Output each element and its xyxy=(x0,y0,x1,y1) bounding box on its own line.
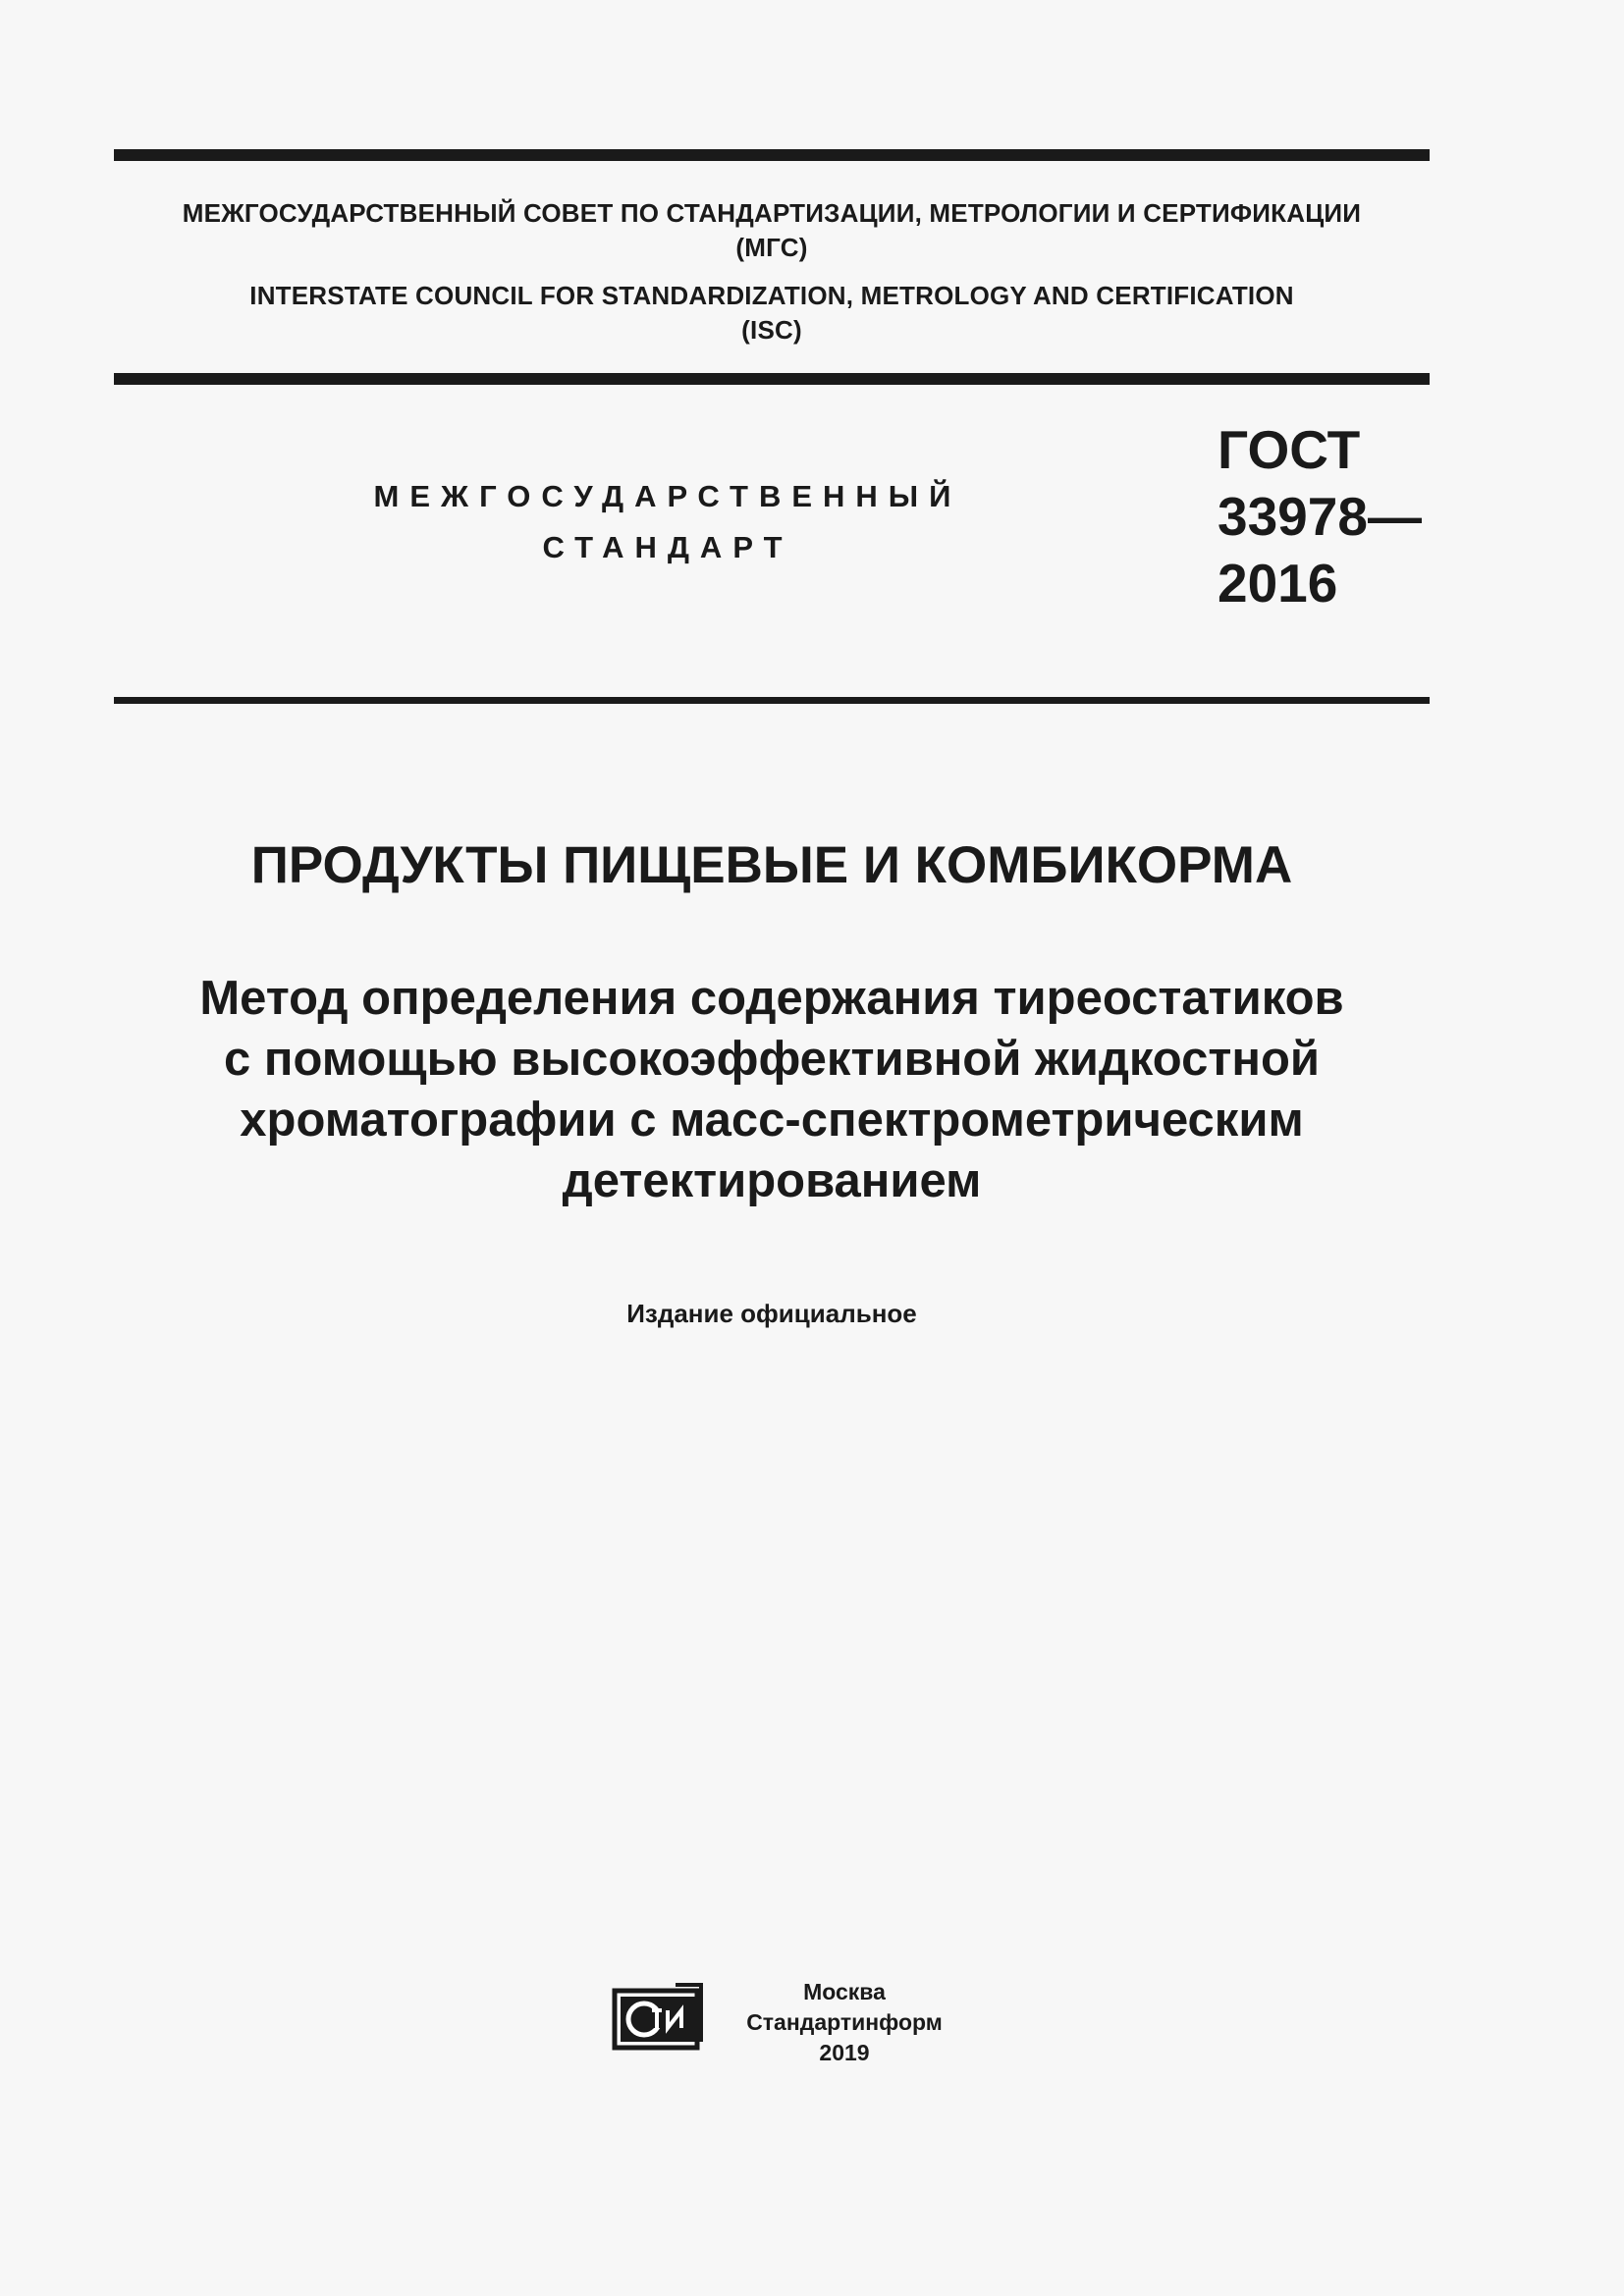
subtitle-line: хроматографии с масс-спектрометрическим xyxy=(240,1094,1304,1147)
standard-type-line-2: СТАНДАРТ xyxy=(542,530,793,564)
document-subtitle xyxy=(114,968,1430,1211)
standard-type xyxy=(295,471,1041,573)
middle-rule xyxy=(114,373,1430,385)
publisher-name: Стандартинформ xyxy=(746,2009,943,2035)
subtitle-line: детектированием xyxy=(562,1154,982,1207)
council-name-ru: МЕЖГОСУДАРСТВЕННЫЙ СОВЕТ ПО СТАНДАРТИЗАЦИИ, МЕТРОЛОГИИ И СЕРТИФИКАЦИИ xyxy=(182,198,1362,228)
subtitle-line: с помощью высокоэффективной жидкостной xyxy=(224,1033,1320,1086)
designation-prefix: ГОСТ xyxy=(1218,419,1361,480)
council-abbr-ru: (МГС) xyxy=(735,233,808,262)
publisher-year: 2019 xyxy=(819,2040,870,2065)
standard-designation xyxy=(1218,416,1422,616)
council-abbr-en: (ISC) xyxy=(741,315,802,345)
publisher-block xyxy=(727,1977,962,2068)
council-name-en: INTERSTATE COUNCIL FOR STANDARDIZATION, METROLOGY AND CERTIFICATION xyxy=(249,281,1294,310)
council-header xyxy=(114,196,1430,347)
standard-type-line-1: МЕЖГОСУДАРСТВЕННЫЙ xyxy=(373,479,962,513)
standartinform-logo-icon xyxy=(611,1981,705,2052)
lower-rule xyxy=(114,697,1430,704)
edition-label: Издание официальное xyxy=(626,1299,917,1328)
document-title: ПРОДУКТЫ ПИЩЕВЫЕ И КОМБИКОРМА xyxy=(250,836,1293,894)
top-rule xyxy=(114,149,1430,161)
designation-number: 33978— xyxy=(1218,486,1422,547)
subtitle-line: Метод определения содержания тиреостатиков xyxy=(199,972,1344,1025)
publisher-city: Москва xyxy=(803,1979,886,2004)
designation-year: 2016 xyxy=(1218,553,1338,614)
